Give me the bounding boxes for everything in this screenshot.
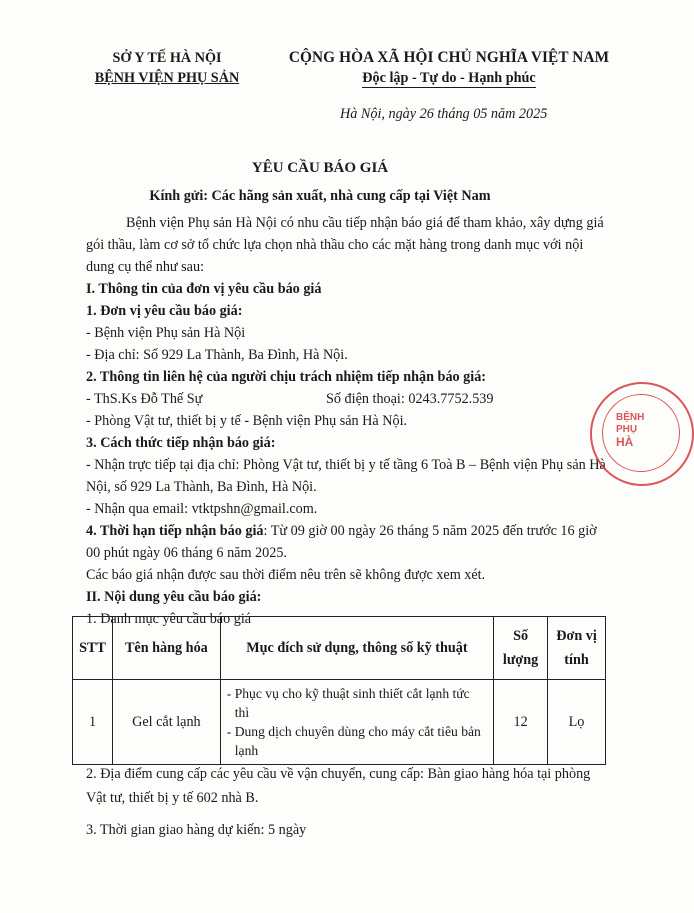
- header-purpose: Mục đích sử dụng, thông số kỹ thuật: [220, 617, 493, 680]
- contact-person: - ThS.Ks Đỗ Thế Sự: [86, 391, 203, 407]
- cell-item-name: Gel cắt lạnh: [112, 680, 220, 765]
- intro-paragraph: Bệnh viện Phụ sản Hà Nội có nhu cầu tiếp nhận báo giá để tham khảo, xây dựng giá gói thầu, làm cơ sở tổ chức lựa chọn nhà thầu cho các mặt hàng trong danh mục với nội dung cụ thể như sau:: [86, 215, 604, 275]
- cell-unit: Lọ: [548, 680, 606, 765]
- section1-heading: I. Thông tin của đơn vị yêu cầu báo giá: [86, 281, 322, 297]
- contact-heading: 2. Thông tin liên hệ của người chịu trách nhiệm tiếp nhận báo giá:: [86, 369, 487, 385]
- method-heading: 3. Cách thức tiếp nhận báo giá:: [86, 435, 276, 451]
- unit-heading: 1. Đơn vị yêu cầu báo giá:: [86, 303, 243, 319]
- organization-header: [72, 48, 262, 88]
- red-seal-stamp: [590, 382, 694, 486]
- seal-text: BỆNH PHỤ HÀ: [616, 412, 645, 449]
- deadline-note: Các báo giá nhận được sau thời điểm nêu trên sẽ không được xem xét.: [86, 567, 486, 583]
- header-item-name: Tên hàng hóa: [112, 617, 220, 680]
- deadline-text: : Từ 09 giờ 00 ngày 26 tháng 5 năm 2025 đến trước 16 giờ 00 phút ngày 06 tháng 6 năm 2025.: [86, 523, 597, 561]
- cell-purpose: [220, 680, 493, 765]
- header-stt: STT: [73, 617, 113, 680]
- nation-name: CỘNG HÒA XÃ HỘI CHỦ NGHĨA VIỆT NAM: [288, 49, 610, 66]
- document-date: Hà Nội, ngày 26 tháng 05 năm 2025: [340, 106, 548, 122]
- list-title: 1. Danh mục yêu cầu báo giá: [86, 611, 252, 627]
- document-title: YÊU CẦU BÁO GIÁ: [251, 160, 389, 176]
- cell-stt: 1: [73, 680, 113, 765]
- table-header-row: [73, 617, 606, 680]
- header-unit: Đơn vị tính: [548, 617, 606, 680]
- deadline-paragraph: [86, 520, 606, 564]
- header-quantity: Số lượng: [494, 617, 548, 680]
- method-email: - Nhận qua email: vtktpshn@gmail.com.: [86, 501, 318, 517]
- purpose-line: - Phục vụ cho kỹ thuật sinh thiết cắt lạnh tức thì: [226, 686, 470, 720]
- unit-address: - Địa chỉ: Số 929 La Thành, Ba Đình, Hà Nội.: [86, 347, 348, 363]
- cell-quantity: 12: [494, 680, 548, 765]
- hospital-name: BỆNH VIỆN PHỤ SẢN: [94, 70, 240, 86]
- delivery-time: 3. Thời gian giao hàng dự kiến: 5 ngày: [86, 822, 307, 838]
- quotation-table: [72, 616, 606, 765]
- greeting: Kính gửi: Các hãng sản xuất, nhà cung cấp tại Việt Nam: [149, 188, 491, 204]
- method-direct: - Nhận trực tiếp tại địa chỉ: Phòng Vật tư, thiết bị y tế tầng 6 Toà B – Bệnh viện Phụ sản Hà Nội, số 929 La Thành, Ba Đình, Hà Nội.: [86, 457, 606, 495]
- table-row: [73, 680, 606, 765]
- contact-row: [86, 388, 606, 410]
- after-table-text: [86, 762, 606, 842]
- delivery-location: 2. Địa điểm cung cấp các yêu cầu về vận chuyển, cung cấp: Bàn giao hàng hóa tại phòng Vật tư, thiết bị y tế 602 nhà B.: [86, 766, 591, 806]
- deadline-heading: 4. Thời hạn tiếp nhận báo giá: [86, 523, 264, 539]
- national-header: [268, 48, 630, 89]
- unit-name: - Bệnh viện Phụ sản Hà Nội: [86, 325, 246, 341]
- department-name: SỞ Y TẾ HÀ NỘI: [112, 50, 222, 66]
- contact-department: - Phòng Vật tư, thiết bị y tế - Bệnh viện Phụ sản Hà Nội.: [86, 413, 408, 429]
- purpose-line: - Dung dịch chuyên dùng cho máy cắt tiêu bản lạnh: [226, 724, 481, 758]
- section2-heading: II. Nội dung yêu cầu báo giá:: [86, 589, 262, 605]
- national-motto: Độc lập - Tự do - Hạnh phúc: [362, 70, 536, 86]
- contact-phone: Số điện thoại: 0243.7752.539: [326, 391, 494, 407]
- document-body: [86, 212, 606, 630]
